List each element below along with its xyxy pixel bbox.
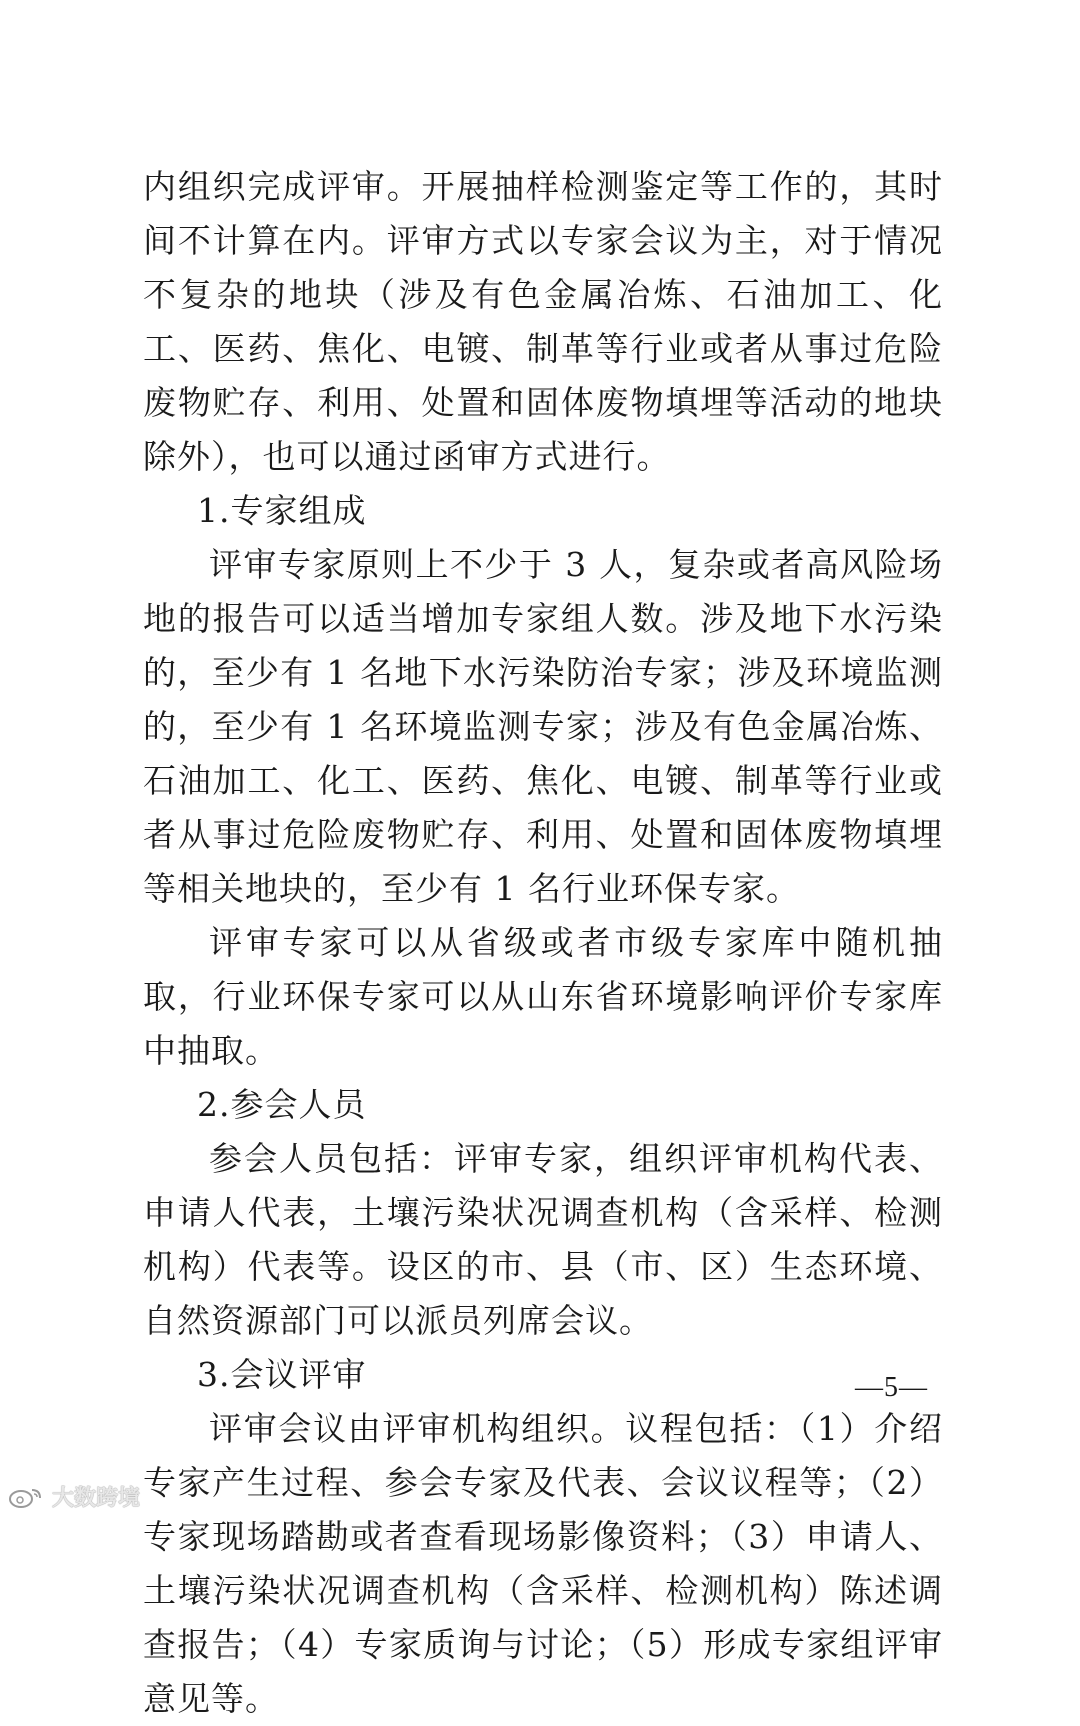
weibo-logo-icon — [8, 1486, 46, 1508]
page-number: —5— — [855, 1372, 928, 1403]
watermark-text: 大数跨境 — [52, 1486, 141, 1511]
paragraph-review-method: 内组织完成评审。开展抽样检测鉴定等工作的，其时间不计算在内。评审方式以专家会议为主，对于情况不复杂的地块（涉及有色金属冶炼、石油加工、化工、医药、焦化、电镀、制革等行业或者从事过危险废物贮存、利用、处置和固体废物填埋等活动的地块除外），也可以通过函审方式进行。 — [143, 167, 943, 476]
heading-expert-composition: 1.专家组成 — [197, 491, 367, 530]
heading-attendees: 2.参会人员 — [197, 1085, 367, 1124]
document-body — [143, 160, 943, 1726]
paragraph-meeting-agenda: 评审会议由评审机构组织。议程包括：（1）介绍专家产生过程、参会专家及代表、会议议程等；（2）专家现场踏勘或者查看现场影像资料；（3）申请人、土壤污染状况调查机构（含采样、检测机构）陈述调查报告；（4）专家质询与讨论；（5）形成专家组评审意见等。 — [143, 1409, 943, 1718]
paragraph-expert-count: 评审专家原则上不少于 3 人，复杂或者高风险场地的报告可以适当增加专家组人数。涉及地下水污染的，至少有 1 名地下水污染防治专家；涉及环境监测的，至少有 1 名环境监测专家；涉及有色金属冶炼、石油加工、化工、医药、焦化、电镀、制革等行业或者从事过危险废物贮存、利用、处置和固体废物填埋等相关地块的，至少有 1 名行业环保专家。 — [143, 545, 943, 908]
paragraph-attendees: 参会人员包括：评审专家，组织评审机构代表、申请人代表，土壤污染状况调查机构（含采样、检测机构）代表等。设区的市、县（市、区）生态环境、自然资源部门可以派员列席会议。 — [143, 1139, 943, 1340]
heading-meeting-review: 3.会议评审 — [197, 1355, 367, 1394]
paragraph-expert-selection: 评审专家可以从省级或者市级专家库中随机抽取，行业环保专家可以从山东省环境影响评价专家库中抽取。 — [143, 923, 943, 1070]
watermark — [8, 1481, 140, 1512]
